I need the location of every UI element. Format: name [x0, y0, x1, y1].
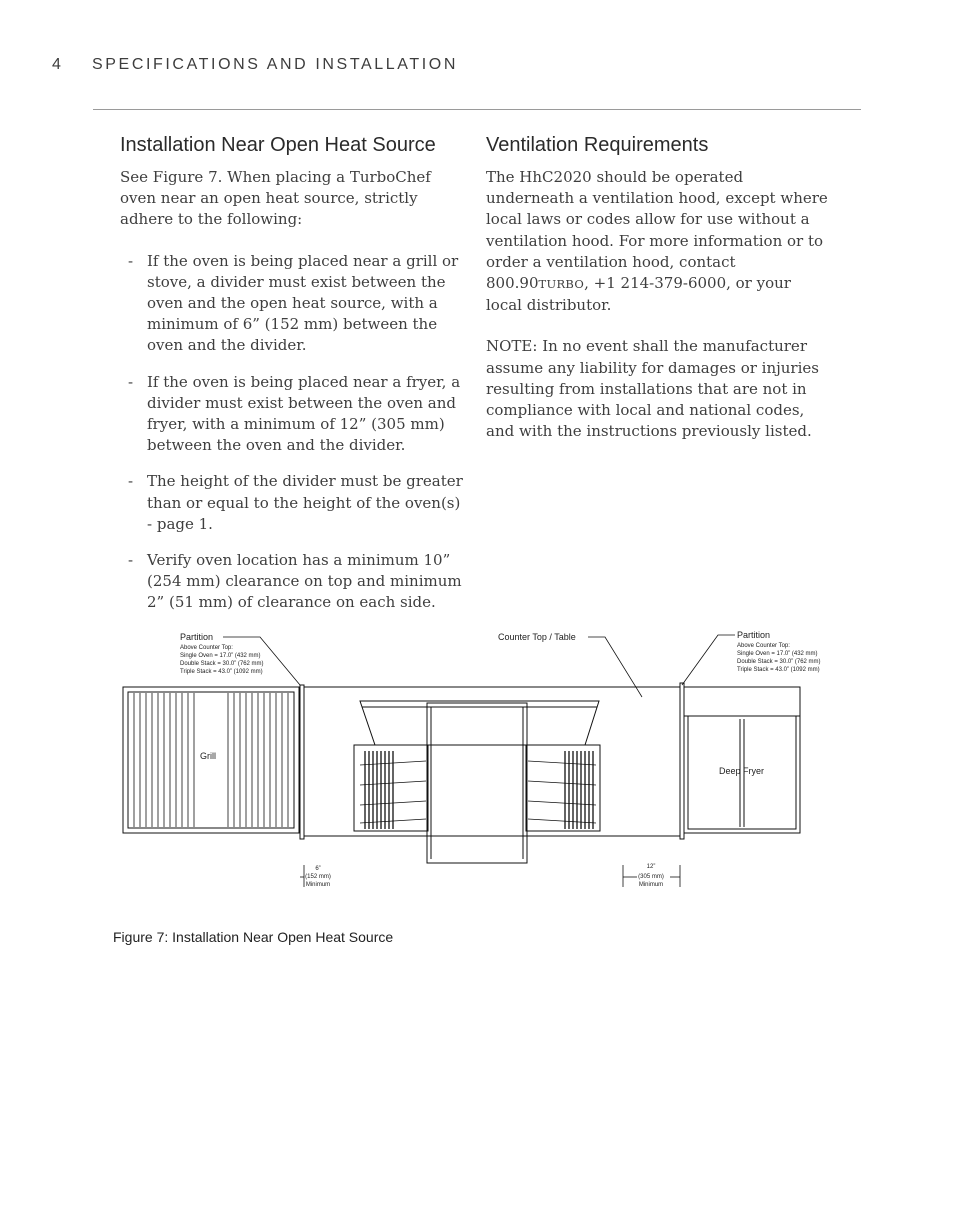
header-rule [93, 109, 861, 110]
left-partition-line: Single Oven = 17.0” (432 mm) [180, 653, 261, 659]
right-clearance-value: 12” [646, 864, 656, 870]
right-clearance-metric: (305 mm) [638, 874, 664, 880]
left-clearance-metric: (152 mm) [305, 874, 331, 880]
list-item: - The height of the divider must be greater than or equal to the height of the oven(s) - page 1. [128, 472, 463, 533]
right-partition-line: Triple Stack = 43.0” (1092 mm) [737, 667, 820, 673]
page-number: 4 [52, 56, 64, 73]
left-clearance-value: 6” [315, 866, 321, 872]
counter-top [304, 687, 680, 836]
figure-caption: Figure 7: Installation Near Open Heat Source [113, 929, 394, 945]
oven-unit [354, 701, 600, 863]
right-partition-line: Double Stack = 30.0” (762 mm) [737, 659, 821, 665]
right-column [486, 134, 831, 462]
right-partition-line: Single Oven = 17.0” (432 mm) [737, 651, 818, 657]
left-clearance-note: Minimum [305, 882, 331, 888]
left-column [120, 134, 468, 629]
page-header [52, 56, 458, 74]
heading-open-heat-source: Installation Near Open Heat Source [120, 134, 436, 156]
left-partition-title: Partition [180, 632, 214, 642]
left-partition-line: Above Counter Top: [180, 645, 233, 651]
requirements-list [120, 251, 468, 614]
grill-label: Grill [200, 751, 216, 761]
left-partition-line: Triple Stack = 43.0” (1092 mm) [180, 669, 263, 675]
installation-diagram [110, 615, 845, 905]
right-partition-title: Partition [737, 630, 771, 640]
intro-paragraph: See Figure 7. When placing a TurboChef oven near an open heat source, strictly adhere to the following: [120, 168, 431, 229]
list-item: - If the oven is being placed near a fryer, a divider must exist between the oven and fryer, with a minimum of 12” (305 mm) between the oven and the divider. [128, 372, 461, 455]
left-partition-line: Double Stack = 30.0” (762 mm) [180, 661, 264, 667]
left-partition [300, 685, 304, 839]
heading-ventilation: Ventilation Requirements [486, 134, 709, 156]
liability-note: NOTE: In no event shall the manufacturer assume any liability for damages or injuries resulting from installations that are not in compliance with local and national codes, and with the instructions previously listed. [486, 337, 819, 441]
deep-fryer-unit [684, 687, 800, 833]
section-title: SPECIFICATIONS AND INSTALLATION [92, 56, 458, 73]
installation-figure [110, 615, 845, 905]
list-item: - Verify oven location has a minimum 10” (254 mm) clearance on top and minimum 2” (51 mm) of clearance on each side. [128, 551, 462, 612]
counter-top-label: Counter Top / Table [498, 632, 576, 642]
right-partition-line: Above Counter Top: [737, 643, 790, 649]
deep-fryer-label: Deep Fryer [719, 766, 765, 776]
right-clearance-note: Minimum [638, 882, 664, 888]
list-item: - If the oven is being placed near a grill or stove, a divider must exist between the oven and the open heat source, with a minimum of 6” (152 mm) between the oven and the divider. [128, 251, 459, 355]
right-partition [680, 683, 684, 839]
ventilation-paragraph: The HhC2020 should be operated underneath a ventilation hood, except where local laws or codes allow for use without a ventilation hood. For more information or to order a ventilation hood, contact 800.90TURBO, +1 214-379-6000, or your local distributor. [486, 168, 828, 315]
